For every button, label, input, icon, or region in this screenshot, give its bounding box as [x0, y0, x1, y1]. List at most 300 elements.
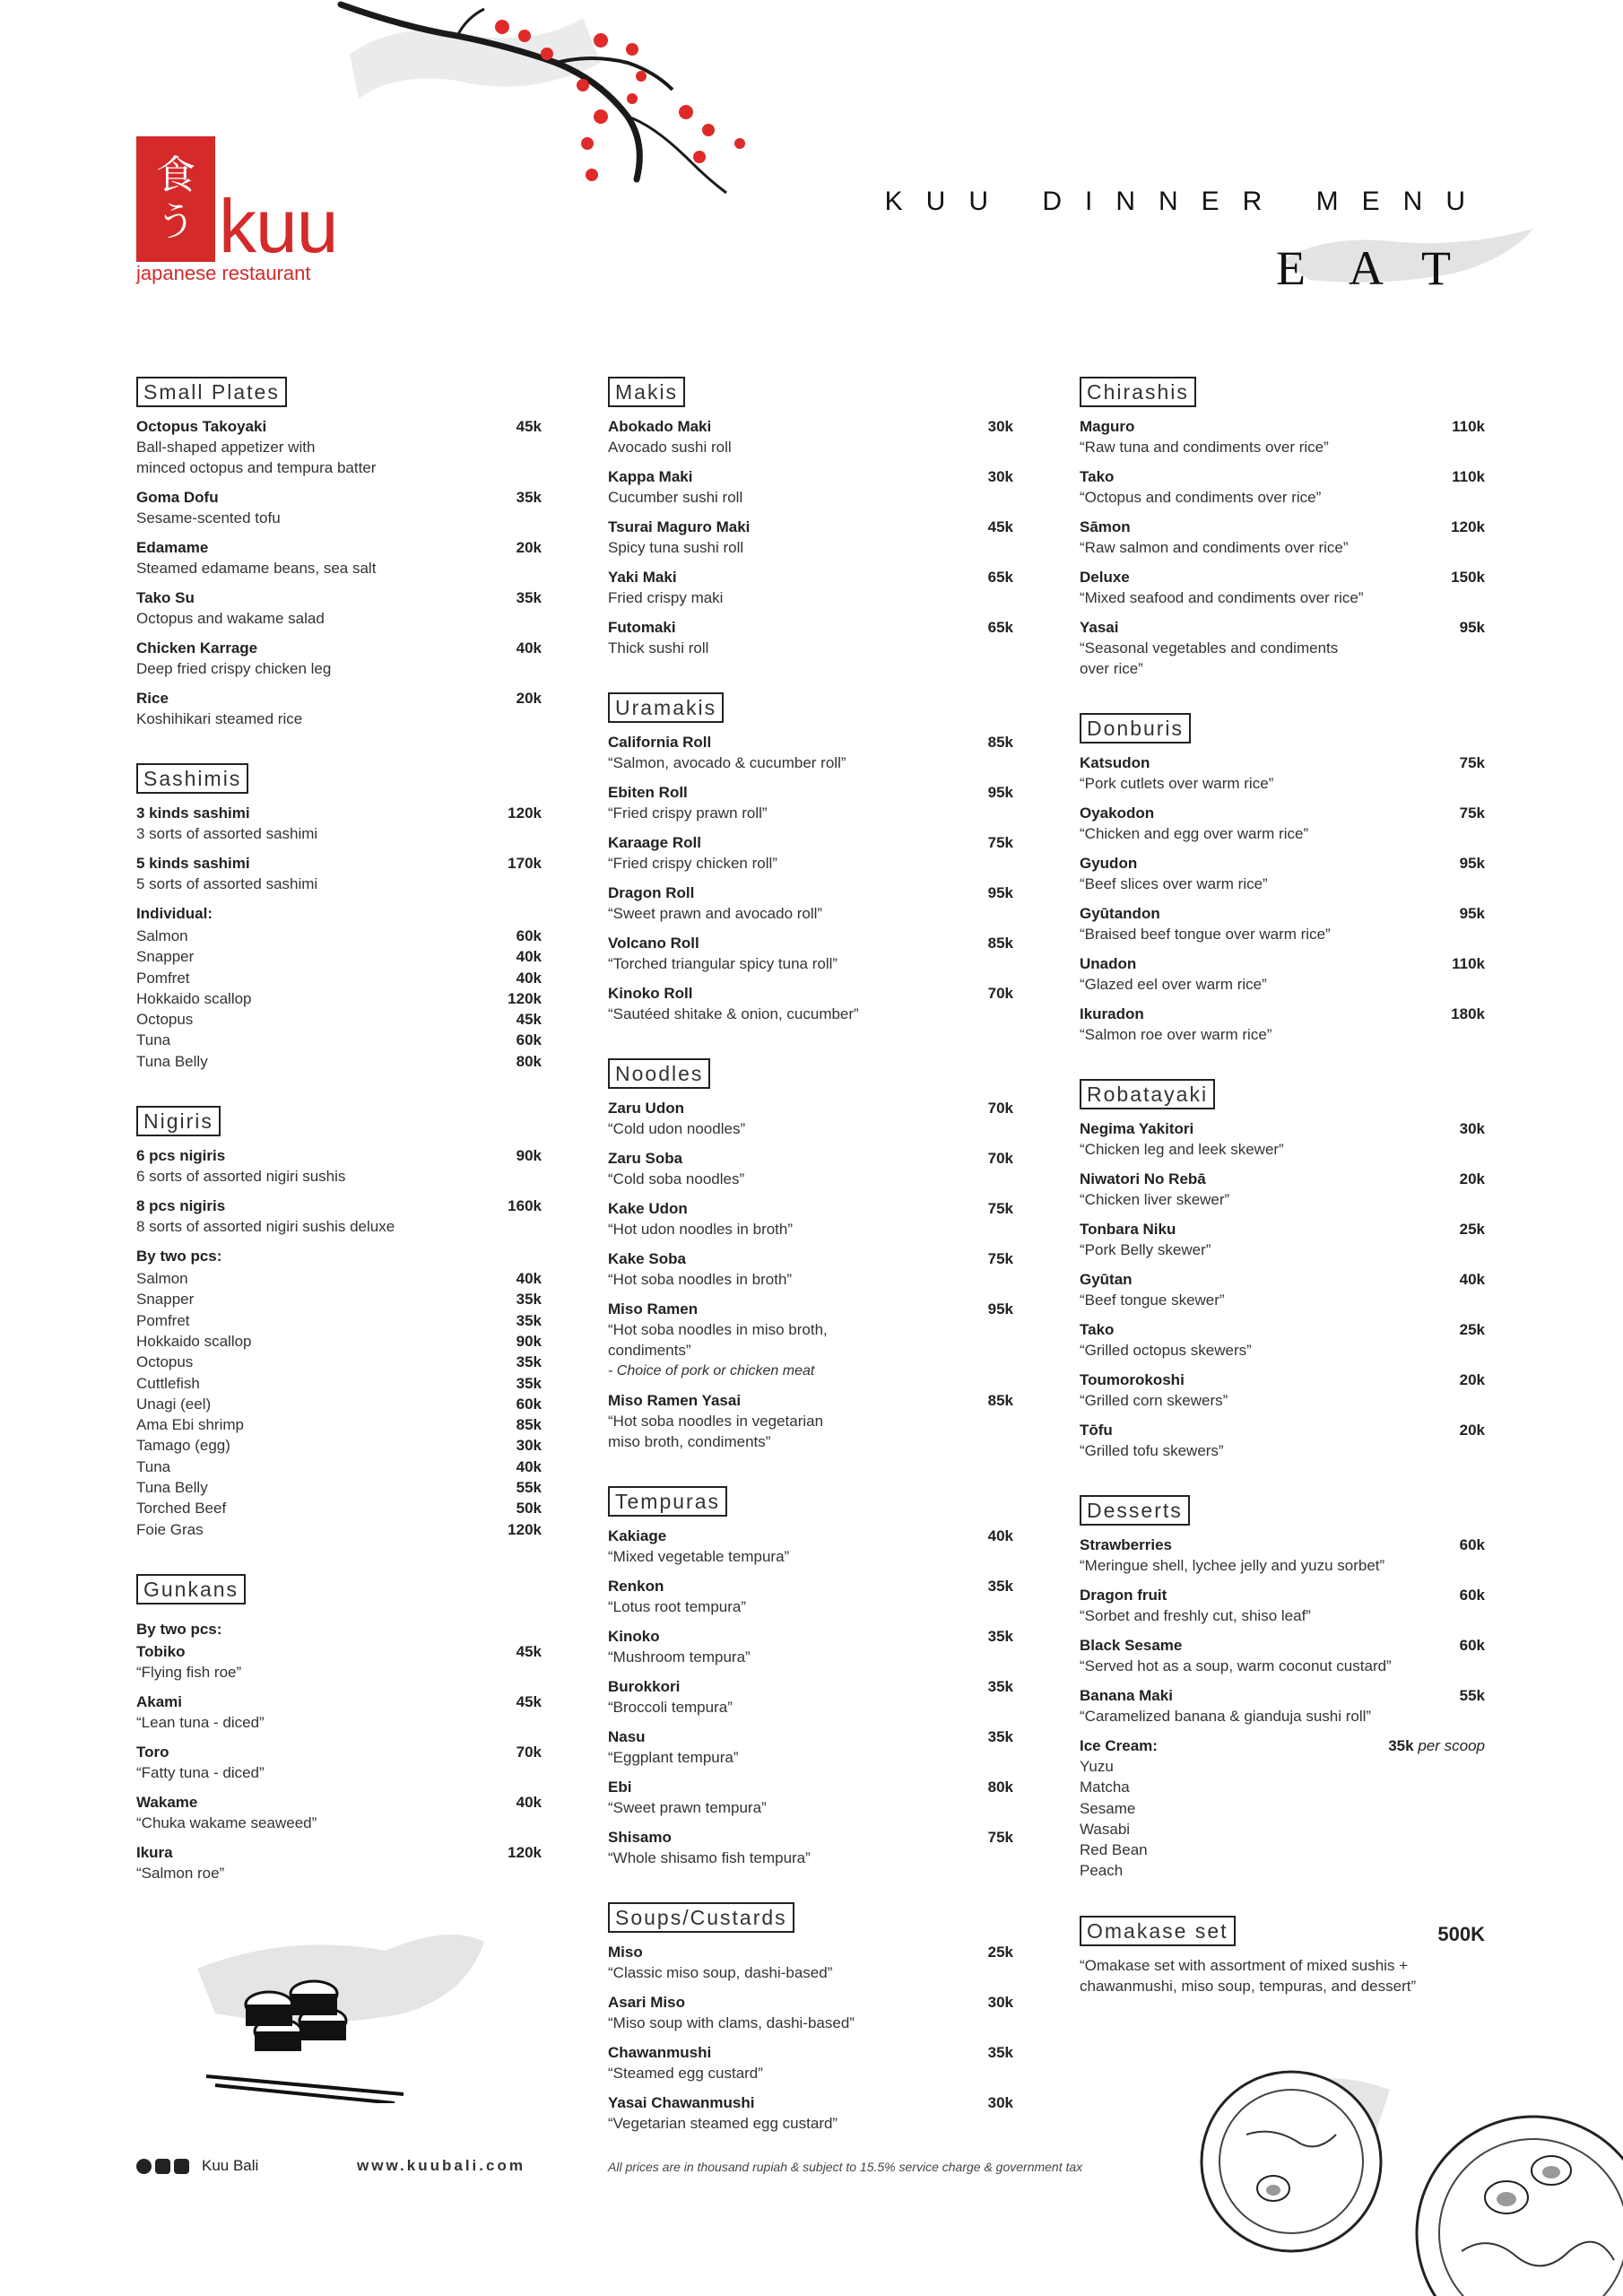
section-title: Nigiris — [136, 1106, 221, 1136]
omakase-price: 500K — [1437, 1922, 1485, 1945]
menu-item — [1080, 567, 1485, 608]
item-name: Miso Ramen — [608, 1300, 699, 1318]
item-name: Snapper — [136, 948, 195, 966]
item-name: 5 kinds sashimi — [136, 855, 250, 872]
section-nigiris — [136, 1106, 542, 1540]
ice-cream-unit: per scoop — [1418, 1737, 1485, 1754]
item-name: Renkon — [608, 1578, 664, 1595]
flavor-item: Sesame — [1080, 1799, 1136, 1817]
menu-item — [1080, 1319, 1485, 1361]
item-price: 85k — [987, 734, 1013, 751]
section-noodles — [608, 1058, 1013, 1452]
item-price: 110k — [1452, 418, 1485, 435]
item-description: “Glazed eel over warm rice” — [1080, 976, 1267, 993]
section-donburis — [1080, 713, 1485, 1045]
item-name: Shisamo — [608, 1829, 672, 1846]
item-description: “Raw salmon and condiments over rice” — [1080, 539, 1349, 556]
item-price: 70k — [987, 985, 1013, 1002]
item-name: Gyūtan — [1080, 1271, 1133, 1288]
item-description: “Salmon, avocado & cucumber roll” — [608, 754, 846, 771]
item-name: Zaru Soba — [608, 1150, 683, 1167]
menu-item — [1080, 1269, 1485, 1310]
item-name: Toro — [136, 1743, 169, 1761]
item-description: “Broccoli tempura” — [608, 1699, 733, 1716]
item-price: 75k — [987, 1200, 1013, 1217]
item-name: Octopus — [136, 1353, 194, 1371]
list-item — [136, 946, 542, 967]
footer-price-note: All prices are in thousand rupiah & subject to 15.5% service charge & government tax — [608, 2160, 1083, 2174]
menu-item — [1080, 1635, 1485, 1676]
item-description: Deep fried crispy chicken leg — [136, 660, 332, 677]
item-price: 30k — [987, 2094, 1013, 2111]
sushi-rolls-illustration — [179, 1915, 493, 2103]
menu-item — [1080, 953, 1485, 995]
item-name: California Roll — [608, 734, 712, 751]
list-item — [136, 1051, 542, 1072]
menu-item — [608, 617, 1013, 658]
menu-item — [136, 587, 542, 629]
list-item — [136, 1519, 542, 1540]
item-description: condiments” — [608, 1342, 691, 1359]
section-robatayaki — [1080, 1079, 1485, 1461]
ramen-bowls-illustration — [1193, 2063, 1623, 2296]
item-price: 35k — [987, 2044, 1013, 2061]
list-item — [136, 1009, 542, 1030]
item-price: 35k — [987, 1578, 1013, 1595]
logo-kanji-bottom: う — [156, 199, 195, 245]
item-name: Unadon — [1080, 955, 1137, 972]
item-name: Kake Soba — [608, 1250, 686, 1267]
menu-column-2 — [608, 377, 1013, 2168]
item-price: 40k — [516, 1270, 542, 1288]
menu-item — [608, 1726, 1013, 1768]
item-description: “Fried crispy prawn roll” — [608, 804, 768, 822]
item-name: Tonbara Niku — [1080, 1221, 1176, 1238]
facebook-icon[interactable] — [174, 2159, 189, 2174]
item-price: 120k — [508, 989, 542, 1007]
section-title: Gunkans — [136, 1574, 246, 1605]
item-description: “Salmon roe” — [136, 1864, 225, 1882]
item-price: 30k — [1459, 1120, 1485, 1137]
item-name: Tako Su — [136, 589, 195, 606]
item-price: 20k — [516, 690, 542, 707]
list-item — [136, 1289, 542, 1309]
item-price: 20k — [1459, 1371, 1485, 1388]
menu-item — [608, 1198, 1013, 1239]
menu-item — [608, 1299, 1013, 1381]
item-description: “Miso soup with clams, dashi-based” — [608, 2014, 855, 2031]
list-item — [136, 1457, 542, 1477]
item-description: “Fried crispy chicken roll” — [608, 855, 777, 872]
menu-item — [1080, 1585, 1485, 1626]
footer-social — [136, 2157, 258, 2175]
item-price: 45k — [516, 1642, 542, 1660]
item-description: “Cold soba noodles” — [608, 1170, 745, 1187]
item-description: “Mixed seafood and condiments over rice” — [1080, 589, 1364, 606]
item-description: “Whole shisamo fish tempura” — [608, 1849, 811, 1866]
item-price: 90k — [516, 1147, 542, 1165]
item-price: 25k — [987, 1944, 1013, 1961]
item-description: 5 sorts of assorted sashimi — [136, 875, 318, 892]
item-price: 55k — [516, 1479, 542, 1497]
cherry-blossom-illustration — [332, 0, 771, 206]
item-description: “Grilled corn skewers” — [1080, 1392, 1228, 1409]
item-price: 35k — [516, 1353, 542, 1371]
item-name: Ebiten Roll — [608, 784, 688, 801]
item-name: Chicken Karrage — [136, 639, 258, 657]
item-price: 40k — [1459, 1271, 1485, 1288]
section-title: Omakase set — [1080, 1916, 1236, 1946]
item-name: Miso — [608, 1944, 643, 1961]
item-name: Nasu — [608, 1728, 646, 1745]
item-name: Salmon — [136, 927, 188, 944]
item-price: 80k — [516, 1052, 542, 1070]
item-price: 70k — [987, 1150, 1013, 1167]
item-description: 3 sorts of assorted sashimi — [136, 825, 318, 842]
section-soups-custards — [608, 1902, 1013, 2134]
item-price: 35k — [987, 1678, 1013, 1695]
item-name: Katsudon — [1080, 754, 1150, 771]
item-price: 75k — [987, 1829, 1013, 1846]
menu-item — [1080, 1004, 1485, 1045]
item-name: Ebi — [608, 1779, 632, 1796]
menu-item — [136, 1692, 542, 1733]
item-price: 35k — [516, 489, 542, 506]
flavor-item: Red Bean — [1080, 1841, 1148, 1859]
item-name: Kappa Maki — [608, 468, 693, 485]
item-price: 40k — [516, 639, 542, 657]
item-description: “Sweet prawn and avocado roll” — [608, 905, 823, 922]
item-price: 35k — [516, 1291, 542, 1309]
section-omakase — [1080, 1916, 1485, 1996]
item-name: Tuna — [136, 1031, 171, 1049]
logo-subtitle: japanese restaurant — [136, 262, 311, 284]
instagram-icon[interactable] — [155, 2159, 170, 2174]
item-description: “Hot soba noodles in broth” — [608, 1271, 793, 1288]
item-description: “Salmon roe over warm rice” — [1080, 1026, 1272, 1043]
item-name: Volcano Roll — [608, 935, 699, 952]
item-name: Gyudon — [1080, 855, 1138, 872]
item-name: Karaage Roll — [608, 834, 701, 851]
menu-item — [1080, 1685, 1485, 1726]
item-price: 120k — [508, 804, 542, 822]
menu-item — [608, 1390, 1013, 1452]
section-sashimis — [136, 763, 542, 1072]
item-price: 110k — [1452, 468, 1485, 485]
item-price: 40k — [516, 1793, 542, 1811]
menu-item — [136, 1792, 542, 1833]
section-makis — [608, 377, 1013, 658]
item-description: “Fatty tuna - diced” — [136, 1763, 265, 1781]
section-title: Noodles — [608, 1058, 710, 1089]
item-description: Cucumber sushi roll — [608, 489, 743, 506]
item-price: 75k — [987, 1250, 1013, 1267]
item-name: Foie Gras — [136, 1520, 204, 1538]
item-name: 6 pcs nigiris — [136, 1147, 226, 1165]
item-description: “Grilled tofu skewers” — [1080, 1442, 1224, 1459]
item-description: 6 sorts of assorted nigiri sushis — [136, 1168, 346, 1186]
list-item — [136, 988, 542, 1009]
item-price: 60k — [516, 1031, 542, 1049]
menu-item — [136, 1196, 542, 1237]
item-description: miso broth, condiments” — [608, 1433, 771, 1450]
item-price: 75k — [987, 834, 1013, 851]
item-price: 120k — [508, 1843, 542, 1861]
menu-item — [608, 1942, 1013, 1983]
menu-column-3 — [1080, 377, 1485, 2031]
item-description: “Chicken liver skewer” — [1080, 1191, 1230, 1208]
menu-item — [608, 983, 1013, 1024]
logo-kanji-top: 食 — [156, 152, 195, 198]
list-item — [136, 1310, 542, 1331]
list-item — [136, 968, 542, 988]
section-title: Makis — [608, 377, 685, 407]
item-description: “Beef slices over warm rice” — [1080, 875, 1268, 892]
item-price: 65k — [987, 569, 1013, 586]
menu-item — [136, 416, 542, 478]
item-description: “Lean tuna - diced” — [136, 1713, 265, 1731]
item-name: Ikuradon — [1080, 1005, 1144, 1022]
section-small-plates — [136, 377, 542, 729]
list-item — [136, 1331, 542, 1352]
logo-kanji-box — [136, 136, 215, 262]
item-name: 8 pcs nigiris — [136, 1197, 226, 1215]
item-name: Tako — [1080, 468, 1115, 485]
item-description: Ball-shaped appetizer with — [136, 439, 316, 456]
item-price: 60k — [516, 1395, 542, 1413]
item-name: Unagi (eel) — [136, 1395, 212, 1413]
item-description: Avocado sushi roll — [608, 439, 732, 456]
item-price: 95k — [987, 1300, 1013, 1318]
item-price: 95k — [987, 784, 1013, 801]
item-description: Sesame-scented tofu — [136, 509, 281, 526]
item-name: Tobiko — [136, 1642, 186, 1660]
flavor-item: Yuzu — [1080, 1758, 1114, 1775]
ice-cream-label: Ice Cream: — [1080, 1737, 1158, 1754]
item-price: 40k — [516, 969, 542, 987]
item-name: Zaru Udon — [608, 1100, 684, 1117]
item-name: Sāmon — [1080, 518, 1131, 535]
item-price: 35k — [987, 1728, 1013, 1745]
item-name: Tuna Belly — [136, 1479, 208, 1497]
item-price: 45k — [987, 518, 1013, 535]
item-name: Goma Dofu — [136, 489, 219, 506]
item-name: Rice — [136, 690, 169, 707]
section-title: Sashimis — [136, 763, 248, 794]
item-price: 75k — [1459, 754, 1485, 771]
menu-item — [136, 1742, 542, 1783]
item-name: Yasai Chawanmushi — [608, 2094, 755, 2111]
item-description: “Meringue shell, lychee jelly and yuzu sorbet” — [1080, 1557, 1385, 1574]
menu-item — [608, 1992, 1013, 2033]
item-description: “Pork cutlets over warm rice” — [1080, 775, 1274, 792]
item-price: 35k — [987, 1628, 1013, 1645]
item-name: Kinoko — [608, 1628, 660, 1645]
item-name: Octopus — [136, 1011, 194, 1029]
item-name: Akami — [136, 1692, 183, 1710]
item-name: Ikura — [136, 1843, 173, 1861]
item-name: Burokkori — [608, 1678, 681, 1695]
list-item — [136, 1435, 542, 1456]
logo-name: kuu — [219, 184, 338, 268]
list-item — [136, 1373, 542, 1394]
item-description: “Chicken leg and leek skewer” — [1080, 1141, 1284, 1158]
item-description: “Classic miso soup, dashi-based” — [608, 1964, 833, 1981]
item-name: Maguro — [1080, 418, 1135, 435]
item-price: 20k — [1459, 1422, 1485, 1439]
menu-item — [608, 883, 1013, 924]
item-name: Chawanmushi — [608, 2044, 712, 2061]
item-price: 40k — [516, 1457, 542, 1475]
item-price: 20k — [516, 539, 542, 556]
section-uramakis — [608, 692, 1013, 1024]
section-title: Uramakis — [608, 692, 724, 723]
item-name: Cuttlefish — [136, 1374, 200, 1392]
item-description: Thick sushi roll — [608, 639, 709, 657]
menu-item — [1080, 1535, 1485, 1576]
item-description: “Chuka wakame seaweed” — [136, 1813, 317, 1831]
item-price: 45k — [516, 418, 542, 435]
menu-item — [608, 416, 1013, 457]
menu-item — [608, 933, 1013, 974]
menu-item — [608, 1827, 1013, 1868]
item-name: Tako — [1080, 1321, 1115, 1338]
menu-item — [608, 1248, 1013, 1290]
menu-item — [608, 1626, 1013, 1667]
item-name: Dragon Roll — [608, 884, 695, 901]
item-name: Kakiage — [608, 1527, 667, 1544]
item-description: “Cold udon noodles” — [608, 1120, 746, 1137]
item-price: 45k — [516, 1692, 542, 1710]
item-price: 30k — [516, 1437, 542, 1455]
menu-item — [608, 1676, 1013, 1718]
item-price: 65k — [987, 619, 1013, 636]
item-name: Tuna Belly — [136, 1052, 208, 1070]
item-price: 95k — [987, 884, 1013, 901]
menu-item — [136, 537, 542, 578]
item-description: “Sweet prawn tempura” — [608, 1799, 767, 1816]
menu-column-1 — [136, 377, 542, 1918]
section-desserts — [1080, 1495, 1485, 1882]
section-title: Robatayaki — [1080, 1079, 1215, 1109]
menu-item — [608, 466, 1013, 508]
menu-item — [136, 1145, 542, 1187]
list-item — [136, 1498, 542, 1518]
menu-item — [1080, 466, 1485, 508]
item-price: 60k — [516, 927, 542, 944]
menu-item — [608, 567, 1013, 608]
section-chirashis — [1080, 377, 1485, 679]
item-price: 35k — [516, 1374, 542, 1392]
item-name: Hokkaido scallop — [136, 1332, 252, 1350]
item-price: 95k — [1459, 905, 1485, 922]
menu-item — [1080, 1118, 1485, 1160]
section-tempuras — [608, 1486, 1013, 1868]
item-description: “Mushroom tempura” — [608, 1648, 751, 1665]
ice-cream-row — [1080, 1735, 1485, 1756]
menu-item — [608, 832, 1013, 874]
item-name: Kinoko Roll — [608, 985, 693, 1002]
item-price: 180k — [1451, 1005, 1485, 1022]
item-name: Pomfret — [136, 969, 190, 987]
item-price: 60k — [1459, 1536, 1485, 1553]
item-description: “Raw tuna and condiments over rice” — [1080, 439, 1329, 456]
section-title: Soups/Custards — [608, 1902, 794, 1933]
flavor-item: Peach — [1080, 1862, 1124, 1880]
menu-item — [136, 1842, 542, 1883]
item-description: “Seasonal vegetables and condiments — [1080, 639, 1339, 657]
menu-item — [608, 1526, 1013, 1567]
item-description: “Hot soba noodles in miso broth, — [608, 1321, 828, 1338]
item-price: 35k — [516, 589, 542, 606]
item-price: 70k — [987, 1100, 1013, 1117]
item-price: 60k — [1459, 1637, 1485, 1654]
item-name: Pomfret — [136, 1311, 190, 1329]
list-item — [136, 926, 542, 946]
menu-item — [608, 2092, 1013, 2134]
flavor-item: Matcha — [1080, 1779, 1130, 1796]
item-price: 25k — [1459, 1221, 1485, 1238]
flavor-item: Wasabi — [1080, 1820, 1131, 1838]
item-description: “Torched triangular spicy tuna roll” — [608, 955, 838, 972]
item-price: 90k — [516, 1332, 542, 1350]
item-name: Edamame — [136, 539, 209, 556]
menu-item — [608, 1777, 1013, 1818]
item-name: Banana Maki — [1080, 1687, 1173, 1704]
item-description: “Chicken and egg over warm rice” — [1080, 825, 1309, 842]
footer-brand: Kuu Bali — [202, 2157, 259, 2174]
item-name: Ama Ebi shrimp — [136, 1416, 244, 1434]
item-name: Wakame — [136, 1793, 198, 1811]
section-gunkans — [136, 1574, 542, 1883]
menu-item — [1080, 752, 1485, 794]
list-item — [136, 1477, 542, 1498]
section-title: Desserts — [1080, 1495, 1190, 1526]
item-price: 85k — [987, 1392, 1013, 1409]
item-description: “Vegetarian steamed egg custard” — [608, 2115, 838, 2132]
item-name: Deluxe — [1080, 569, 1130, 586]
menu-item — [136, 638, 542, 679]
menu-item — [136, 688, 542, 729]
menu-item — [1080, 853, 1485, 894]
item-description: “Served hot as a soup, warm coconut custard” — [1080, 1657, 1392, 1674]
menu-item — [1080, 617, 1485, 679]
item-description: chawanmushi, miso soup, tempuras, and dessert” — [1080, 1977, 1417, 1995]
item-description: “Octopus and condiments over rice” — [1080, 489, 1322, 506]
menu-item — [608, 517, 1013, 558]
menu-item — [136, 487, 542, 528]
item-description: “Sautéed shitake & onion, cucumber” — [608, 1005, 859, 1022]
menu-title: KUU DINNER MENU — [884, 187, 1488, 216]
item-price: 20k — [1459, 1170, 1485, 1187]
menu-item — [608, 782, 1013, 823]
tripadvisor-icon[interactable] — [136, 2159, 152, 2174]
item-description: “Steamed egg custard” — [608, 2065, 763, 2082]
item-description: “Eggplant tempura” — [608, 1749, 739, 1766]
item-price: 160k — [508, 1197, 542, 1215]
item-price: 30k — [987, 1994, 1013, 2011]
item-name: Octopus Takoyaki — [136, 418, 267, 435]
item-name: Torched Beef — [136, 1500, 227, 1518]
section-title: Small Plates — [136, 377, 287, 407]
item-price: 60k — [1459, 1587, 1485, 1604]
item-note: - Choice of pork or chicken meat — [608, 1363, 815, 1378]
item-name: Tsurai Maguro Maki — [608, 518, 751, 535]
item-name: Strawberries — [1080, 1536, 1172, 1553]
item-price: 85k — [516, 1416, 542, 1434]
item-name: Tōfu — [1080, 1422, 1113, 1439]
footer-website-link[interactable]: www.kuubali.com — [357, 2157, 525, 2174]
